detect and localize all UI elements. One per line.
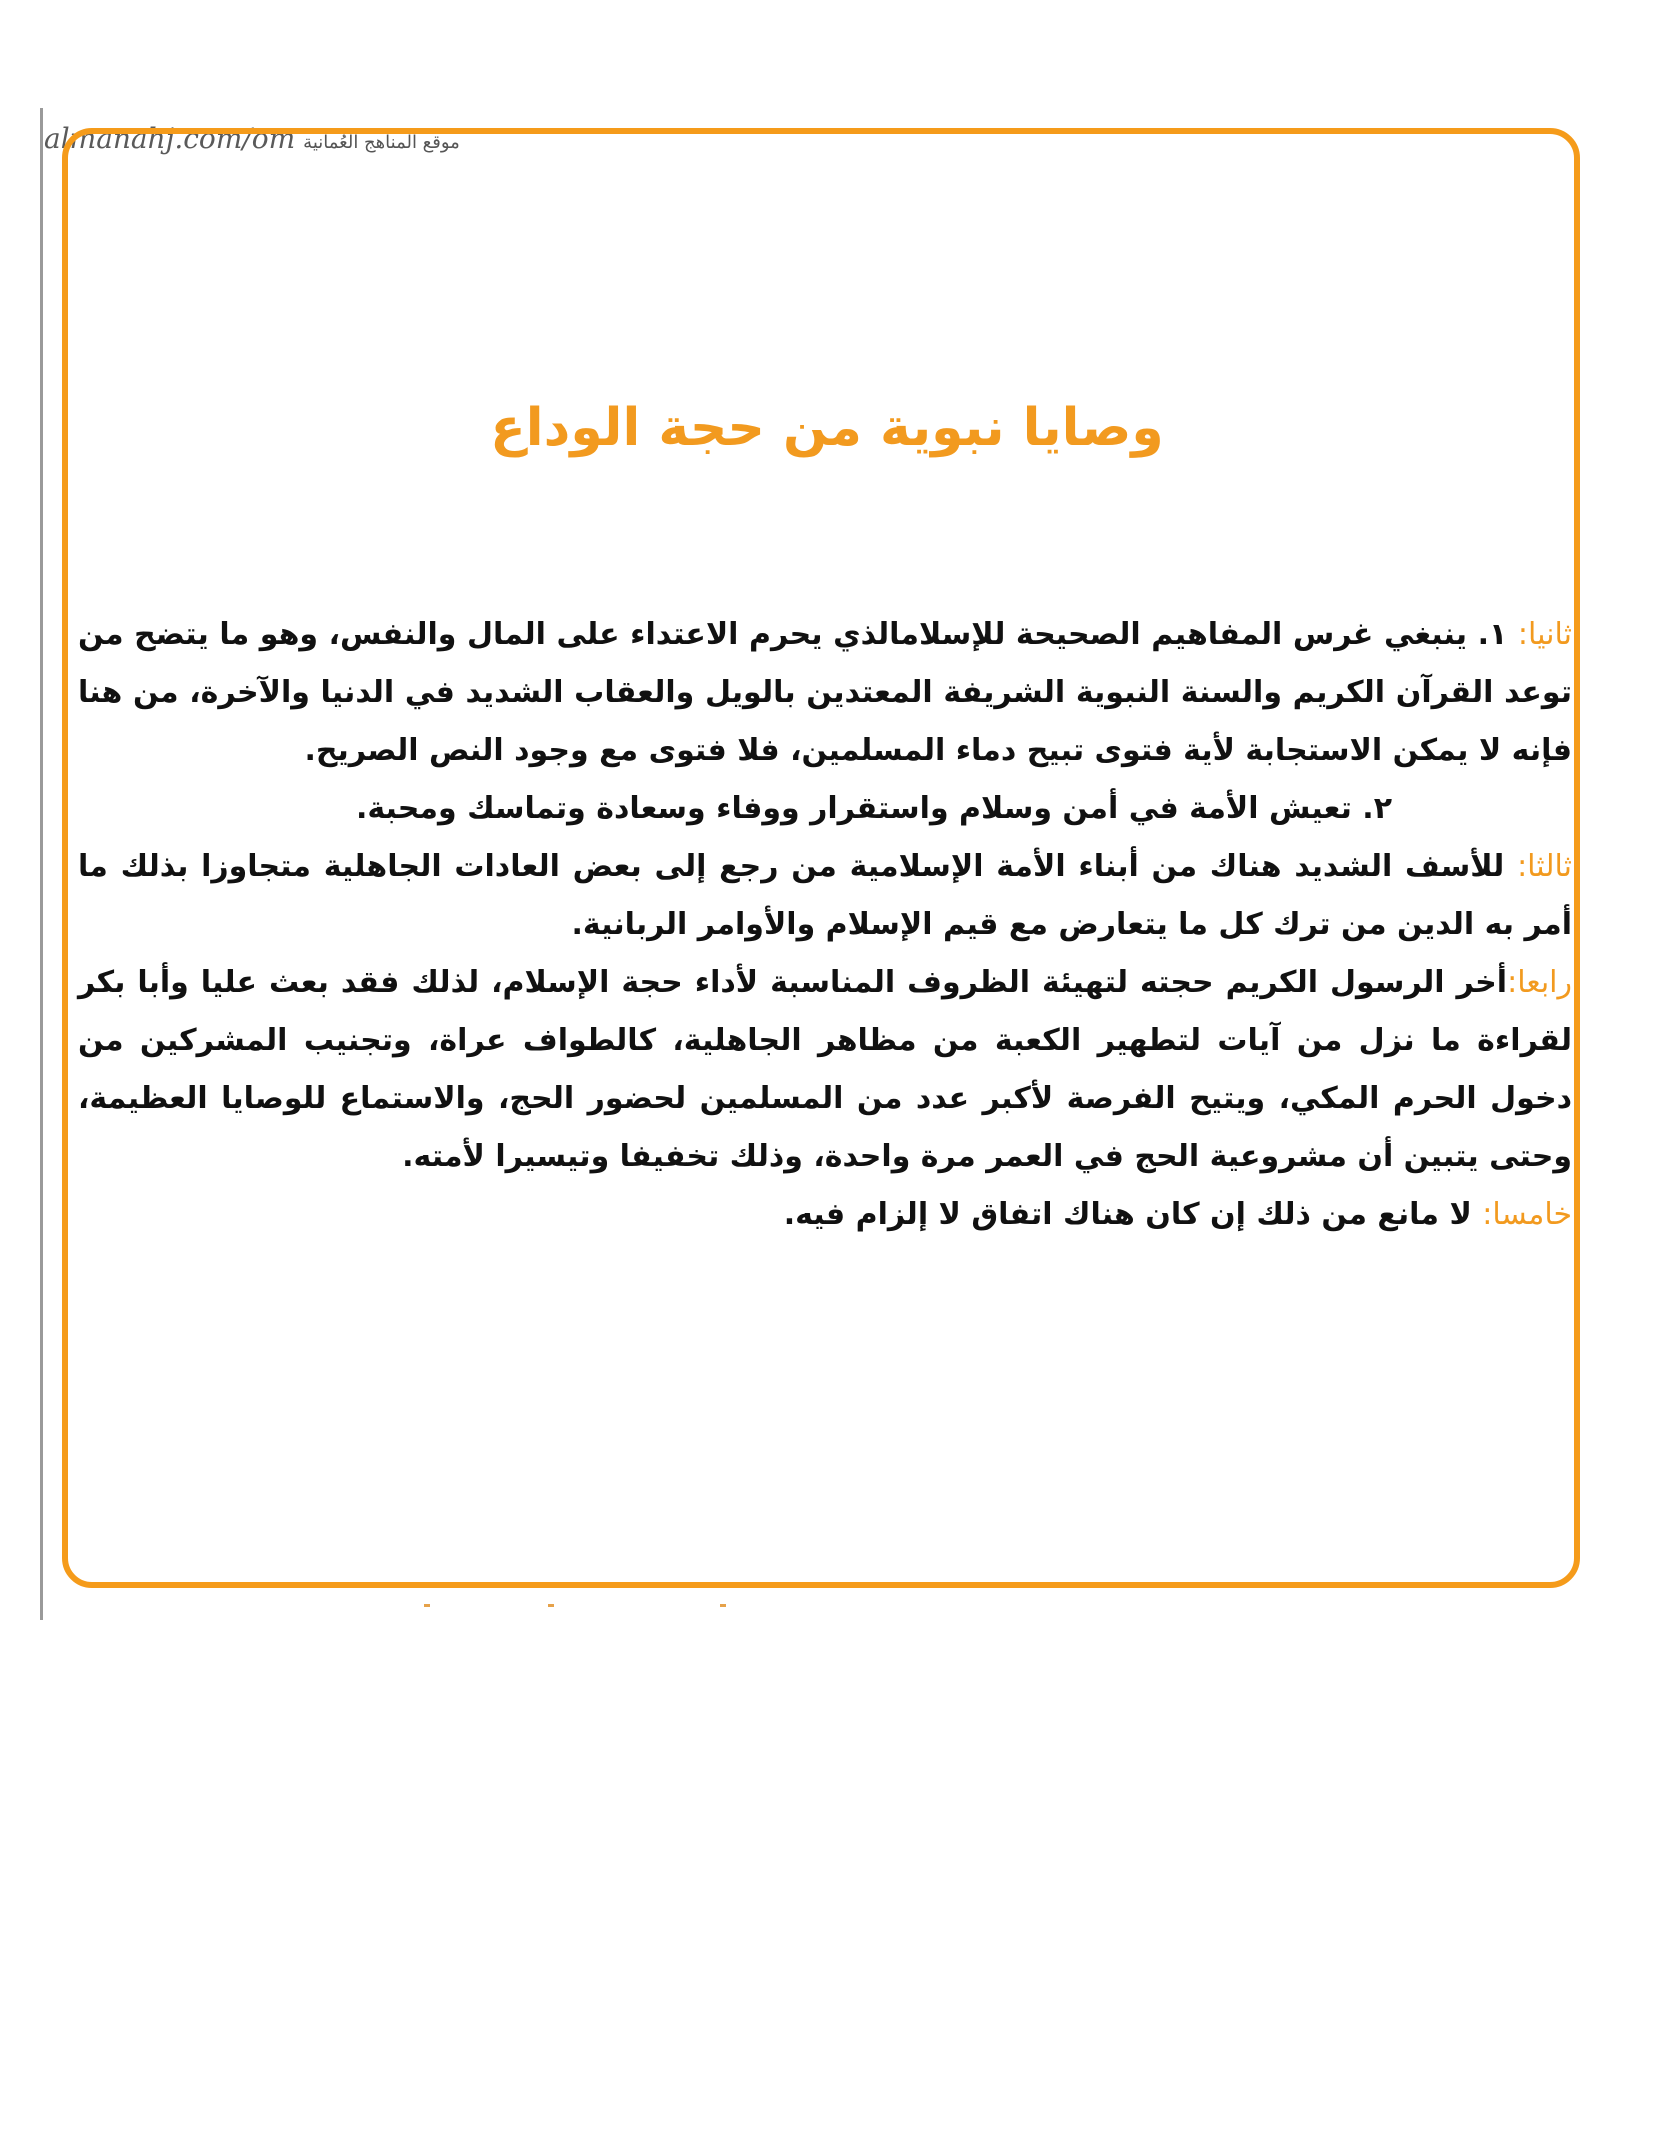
paragraph-lead: خامسا:	[1482, 1197, 1572, 1232]
footer-mark	[424, 1604, 430, 1607]
paragraph-second	[78, 606, 1572, 780]
footer-mark	[548, 1604, 554, 1607]
paragraph-fourth	[78, 954, 1572, 1186]
paragraph-lead: ثالثا:	[1517, 849, 1572, 884]
document-body	[78, 606, 1572, 1244]
paragraph-text: أخر الرسول الكريم حجته لتهيئة الظروف المناسبة لأداء حجة الإسلام، لذلك فقد بعث عليا وأبا بكر لقراءة ما نزل من آيات لتطهير الكعبة من مظاهر الجاهلية، كالطواف عراة، وتجنيب المشركين من دخول الحرم المكي، ويتيح الفرصة لأكبر عدد من المسلمين لحضور الحج، والاستماع للوصايا العظيمة، وحتى يتبين أن مشروعية الحج في العمر مرة واحدة، وذلك تخفيفا وتيسيرا لأمته.	[78, 965, 1572, 1174]
watermark-label: موقع المناهج العُمانية	[303, 132, 460, 153]
watermark-url: almanahj.com/om	[44, 122, 296, 155]
left-margin-rule	[40, 108, 43, 1620]
paragraph-text: ٢. تعيش الأمة في أمن وسلام واستقرار ووفاء وسعادة وتماسك ومحبة.	[355, 791, 1392, 826]
paragraph-text: لا مانع من ذلك إن كان هناك اتفاق لا إلزام فيه.	[783, 1197, 1483, 1232]
footer-mark	[720, 1604, 726, 1607]
paragraph-lead: ثانيا:	[1517, 617, 1572, 652]
page-title: وصايا نبوية من حجة الوداع	[490, 398, 1164, 458]
paragraph-text: ١. ينبغي غرس المفاهيم الصحيحة للإسلامالذي يحرم الاعتداء على المال والنفس، وهو ما يتضح من توعد القرآن الكريم والسنة النبوية الشريفة المعتدين بالويل والعقاب الشديد في الدنيا والآخرة، من هنا فإنه لا يمكن الاستجابة لأية فتوى تبيح دماء المسلمين، فلا فتوى مع وجود النص الصريح.	[78, 617, 1572, 768]
paragraph-lead: رابعا:	[1507, 965, 1572, 1000]
paragraph-fifth	[78, 1186, 1572, 1244]
paragraph-second-point-two	[78, 780, 1572, 838]
paragraph-third	[78, 838, 1572, 954]
paragraph-text: للأسف الشديد هناك من أبناء الأمة الإسلامية من رجع إلى بعض العادات الجاهلية متجاوزا بذلك ما أمر به الدين من ترك كل ما يتعارض مع قيم الإسلام والأوامر الربانية.	[78, 849, 1572, 942]
